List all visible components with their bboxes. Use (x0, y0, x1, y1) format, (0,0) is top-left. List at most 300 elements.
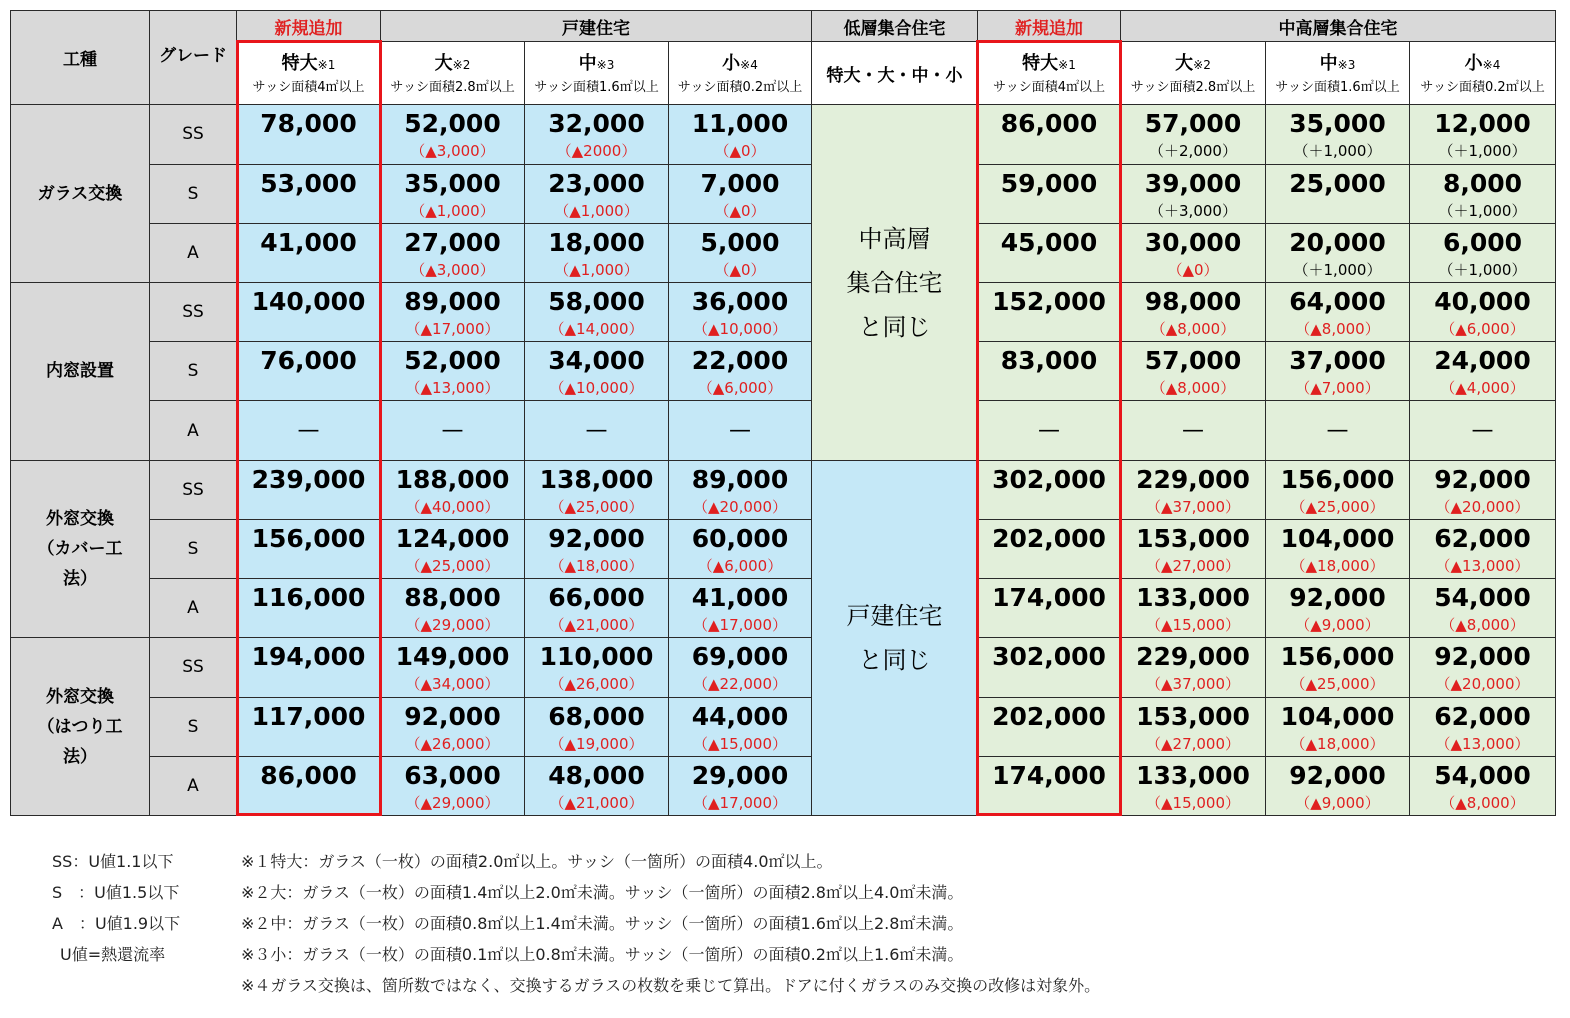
table-row (11, 460, 1556, 519)
amount-change: （▲8,000） (1295, 320, 1380, 338)
amount: 44,000 (691, 701, 789, 731)
amount-change: （＋1,000） (1438, 201, 1527, 220)
amount-change: （▲1,000） (554, 201, 639, 220)
amount-change: （▲0） (714, 142, 766, 161)
amount: 18,000 (548, 227, 645, 257)
midhigh-price-cell (1266, 638, 1410, 697)
amount: 156,000 (1280, 464, 1395, 494)
work-type-label (11, 460, 150, 638)
amount: 88,000 (404, 583, 501, 613)
amount: 302,000 (992, 642, 1106, 672)
amount-change: （▲7,000） (1295, 379, 1380, 398)
detached-price-cell (237, 342, 381, 401)
amount: 116,000 (251, 583, 366, 613)
amount: 153,000 (1136, 523, 1250, 553)
amount-change: （▲2000） (556, 142, 637, 161)
size-name-text: 大 (434, 53, 453, 75)
detached-price-cell (525, 756, 669, 815)
size-note-mark: ※1 (1058, 58, 1076, 73)
table-row (11, 401, 1556, 460)
detached-price-cell (525, 283, 669, 342)
table-row (11, 283, 1556, 342)
detached-price-cell: — (381, 401, 525, 460)
footnote-line: ※１特大：ガラス（一枚）の面積2.0㎡以上。サッシ（一箇所）の面積4.0㎡以上。 (241, 852, 833, 871)
new-addition-label-midhigh: 新規追加 (978, 11, 1121, 42)
size-name (237, 53, 380, 76)
work-type-label-line: 法） (63, 746, 97, 767)
amount: 152,000 (992, 287, 1106, 316)
amount-change: （▲17,000） (692, 616, 788, 635)
amount-change: （＋1,000） (1438, 260, 1527, 279)
detached-price-cell (669, 638, 812, 697)
amount: 138,000 (539, 464, 654, 494)
amount: 92,000 (1434, 464, 1531, 494)
detached-price-cell: — (525, 401, 669, 460)
size-note-mark: ※4 (1482, 58, 1501, 73)
midhigh-price-cell (1266, 519, 1410, 578)
amount: 117,000 (251, 701, 366, 731)
amount: 76,000 (260, 346, 357, 376)
midhigh-price-cell (1121, 697, 1266, 756)
midhigh-price-cell (978, 756, 1121, 815)
midhigh-price-cell (1121, 223, 1266, 282)
detached-price-cell (237, 105, 381, 164)
amount: 11,000 (691, 109, 789, 139)
amount: 34,000 (548, 346, 645, 376)
midhigh-size-header-0 (978, 42, 1121, 105)
midhigh-price-cell (1266, 342, 1410, 401)
table-row (11, 105, 1556, 164)
midhigh-price-cell (1121, 756, 1266, 815)
amount-change: （▲8,000） (1440, 616, 1525, 635)
amount-change: （▲6,000） (697, 379, 783, 398)
grade-cell: S (150, 342, 237, 401)
size-sash-area: サッシ面積1.6㎡以上 (1275, 80, 1400, 96)
amount: 20,000 (1289, 227, 1386, 257)
amount: 36,000 (691, 287, 789, 316)
amount: 83,000 (1000, 346, 1098, 376)
table-row (11, 223, 1556, 282)
detached-price-cell (669, 756, 812, 815)
detached-price-cell (381, 460, 525, 519)
amount: 60,000 (691, 523, 789, 553)
amount: 89,000 (404, 287, 501, 316)
amount: 29,000 (691, 760, 789, 790)
amount: 12,000 (1434, 109, 1531, 139)
amount-change: （▲10,000） (549, 379, 644, 398)
detached-price-cell (237, 638, 381, 697)
midhigh-price-cell (1410, 756, 1556, 815)
amount-change: （▲25,000） (549, 497, 644, 516)
table-row (11, 164, 1556, 223)
midhigh-price-cell (1266, 460, 1410, 519)
header-row-2 (11, 42, 1556, 105)
grade-cell: S (150, 519, 237, 578)
amount-change: （▲9,000） (1295, 616, 1380, 635)
table-row (11, 519, 1556, 578)
size-name (525, 53, 668, 76)
detached-price-cell (237, 223, 381, 282)
amount: 174,000 (992, 760, 1106, 790)
size-name (1121, 53, 1265, 76)
footnote-line: ※２大：ガラス（一枚）の面積1.4㎡以上2.0㎡未満。サッシ（一箇所）の面積2.8㎡以上4.0㎡未満。 (241, 883, 964, 902)
midhigh-price-cell (1121, 342, 1266, 401)
amount: 188,000 (395, 464, 510, 494)
subsidy-price-table (10, 10, 1556, 816)
amount: 6,000 (1442, 227, 1523, 257)
grade-cell: S (150, 164, 237, 223)
detached-price-cell (525, 519, 669, 578)
size-note-mark: ※2 (452, 58, 471, 73)
size-name (381, 53, 524, 76)
amount: 194,000 (251, 642, 366, 672)
work-type-label-line: （はつり工 (37, 716, 123, 737)
size-sash-area: サッシ面積2.8㎡以上 (1130, 80, 1256, 96)
midhigh-price-cell (1410, 519, 1556, 578)
amount-change: （▲29,000） (405, 616, 500, 635)
detached-size-header-3 (669, 42, 812, 105)
amount: 25,000 (1289, 168, 1386, 198)
amount-change: （▲27,000） (1145, 556, 1241, 575)
midhigh-price-cell (978, 283, 1121, 342)
amount: 156,000 (1280, 642, 1395, 672)
midhigh-price-cell: — (1266, 401, 1410, 460)
amount-change: （▲15,000） (1145, 616, 1241, 635)
detached-price-cell (381, 756, 525, 815)
midhigh-price-cell (1266, 105, 1410, 164)
amount: 53,000 (260, 168, 357, 198)
amount-change: （▲25,000） (1290, 675, 1385, 694)
work-type-label (11, 638, 150, 816)
midhigh-price-cell: — (978, 401, 1121, 460)
mid-high-rise-header: 中高層集合住宅 (1121, 11, 1556, 42)
midhigh-price-cell (978, 697, 1121, 756)
amount: 24,000 (1434, 346, 1531, 376)
amount: 68,000 (548, 701, 645, 731)
amount: 153,000 (1136, 701, 1250, 731)
legend-line: SS：U値1.1以下 (52, 852, 174, 871)
amount: 54,000 (1434, 583, 1531, 613)
amount: 66,000 (548, 583, 645, 613)
work-type-label-line: （カバー工 (37, 538, 123, 559)
midhigh-price-cell (1410, 342, 1556, 401)
midhigh-price-cell (1410, 223, 1556, 282)
amount: 110,000 (539, 642, 654, 672)
detached-price-cell (237, 697, 381, 756)
legend-line: S ：U値1.5以下 (52, 883, 180, 902)
detached-price-cell (237, 283, 381, 342)
amount-change: （＋2,000） (1149, 142, 1237, 161)
amount-change: （▲29,000） (405, 793, 500, 812)
size-sash-area: サッシ面積4㎡以上 (992, 80, 1105, 96)
work-type-label-line: 外窓交換 (46, 508, 114, 529)
detached-price-cell (237, 756, 381, 815)
detached-size-header-0 (237, 42, 381, 105)
detached-price-cell (237, 164, 381, 223)
amount-change: （▲6,000） (697, 556, 783, 575)
amount: 54,000 (1434, 760, 1531, 790)
amount-change: （▲13,000） (1435, 734, 1530, 753)
grade-cell: SS (150, 283, 237, 342)
low-rise-header: 低層集合住宅 (812, 11, 978, 42)
amount: 40,000 (1434, 287, 1531, 316)
amount-change: （▲37,000） (1145, 675, 1241, 694)
amount: 35,000 (1289, 109, 1386, 139)
detached-price-cell (525, 342, 669, 401)
merge-line: 集合住宅 (846, 268, 943, 297)
detached-price-cell (381, 283, 525, 342)
amount-change: （▲13,000） (405, 379, 500, 398)
amount-change: （▲4,000） (1440, 379, 1525, 398)
detached-price-cell (381, 342, 525, 401)
amount-change: （▲20,000） (1435, 675, 1530, 694)
detached-price-cell (669, 460, 812, 519)
footnote-line: ※２中：ガラス（一枚）の面積0.8㎡以上1.4㎡未満。サッシ（一箇所）の面積1.6㎡以上2.8㎡未満。 (241, 914, 964, 933)
amount: 48,000 (548, 760, 645, 790)
midhigh-price-cell (1410, 460, 1556, 519)
merge-line: 戸建住宅 (846, 601, 943, 630)
table-row (11, 756, 1556, 815)
amount: 22,000 (691, 346, 789, 376)
amount: 239,000 (251, 464, 366, 494)
amount-change: （＋3,000） (1149, 201, 1237, 220)
amount: 52,000 (404, 109, 501, 139)
amount-change: （▲8,000） (1150, 320, 1236, 338)
amount-change: （▲22,000） (692, 675, 788, 694)
amount-change: （＋1,000） (1293, 260, 1382, 279)
size-name-text: 小 (722, 53, 741, 75)
grade-cell: S (150, 697, 237, 756)
size-name-text: 大 (1175, 53, 1194, 75)
midhigh-price-cell (1266, 697, 1410, 756)
amount-change: （▲0） (714, 201, 766, 220)
table-row (11, 638, 1556, 697)
midhigh-price-cell (1266, 164, 1410, 223)
amount-change: （▲20,000） (692, 497, 788, 516)
midhigh-price-cell (1266, 223, 1410, 282)
midhigh-price-cell (978, 105, 1121, 164)
amount: 133,000 (1136, 583, 1250, 613)
work-type-label-line: ガラス交換 (37, 183, 123, 204)
amount: 23,000 (548, 168, 645, 198)
midhigh-price-cell (1410, 105, 1556, 164)
amount: 69,000 (691, 642, 789, 672)
detached-housing-header: 戸建住宅 (381, 11, 812, 42)
work-type-label-line: 法） (63, 568, 97, 589)
grade-cell: A (150, 401, 237, 460)
merge-line: と同じ (858, 312, 931, 341)
amount-change: （▲37,000） (1145, 497, 1241, 516)
size-name-text: 特大 (281, 53, 318, 75)
midhigh-price-cell (1121, 460, 1266, 519)
size-note-mark: ※3 (596, 58, 615, 73)
amount: 229,000 (1136, 464, 1250, 494)
size-note-mark: ※4 (740, 58, 758, 73)
midhigh-price-cell (1410, 164, 1556, 223)
size-sash-area: サッシ面積2.8㎡以上 (390, 80, 515, 96)
detached-price-cell (381, 223, 525, 282)
amount-change: （▲21,000） (549, 793, 644, 812)
midhigh-price-cell (1121, 579, 1266, 638)
size-sash-area: サッシ面積4㎡以上 (252, 80, 365, 96)
detached-price-cell (381, 638, 525, 697)
low-rise-sizes-header: 特大・大・中・小 (812, 42, 978, 105)
size-note-mark: ※1 (317, 58, 336, 73)
detached-size-header-1 (381, 42, 525, 105)
header-row-1 (11, 11, 1556, 42)
amount: 174,000 (992, 583, 1106, 613)
grade-cell: A (150, 223, 237, 282)
detached-price-cell (381, 105, 525, 164)
amount: 39,000 (1144, 168, 1242, 198)
detached-price-cell (381, 697, 525, 756)
footnote-line: ※３小：ガラス（一枚）の面積0.1㎡以上0.8㎡未満。サッシ（一箇所）の面積0.2㎡以上1.6㎡未満。 (241, 945, 964, 964)
detached-price-cell (525, 460, 669, 519)
amount-change: （▲18,000） (1290, 556, 1385, 575)
merge-line: 中高層 (858, 224, 931, 253)
midhigh-price-cell (978, 342, 1121, 401)
amount: 89,000 (691, 464, 789, 494)
size-sash-area: サッシ面積0.2㎡以上 (677, 80, 803, 96)
amount: 52,000 (404, 346, 501, 376)
amount: 140,000 (251, 287, 366, 316)
detached-size-header-2 (525, 42, 669, 105)
amount: 57,000 (1144, 346, 1242, 376)
work-type-label (11, 283, 150, 461)
detached-price-cell (525, 223, 669, 282)
detached-price-cell (381, 579, 525, 638)
amount: 104,000 (1280, 701, 1395, 731)
amount: 92,000 (1434, 642, 1531, 672)
amount: 124,000 (395, 523, 510, 553)
amount: 57,000 (1144, 109, 1242, 139)
detached-price-cell (381, 519, 525, 578)
amount: 229,000 (1136, 642, 1250, 672)
amount: 156,000 (251, 523, 366, 553)
size-name-text: 中 (578, 53, 597, 75)
amount: 104,000 (1280, 523, 1395, 553)
size-name (669, 53, 811, 76)
midhigh-price-cell (1266, 579, 1410, 638)
amount: 86,000 (260, 760, 357, 790)
subsidy-table-wrapper (10, 10, 1555, 816)
amount: 30,000 (1144, 227, 1242, 257)
detached-price-cell (669, 697, 812, 756)
midhigh-price-cell (978, 638, 1121, 697)
amount: 202,000 (992, 523, 1106, 553)
midhigh-price-cell: — (1410, 401, 1556, 460)
amount-change: （＋1,000） (1438, 142, 1527, 161)
size-note-mark: ※3 (1337, 58, 1356, 73)
midhigh-price-cell (1121, 519, 1266, 578)
midhigh-price-cell (978, 460, 1121, 519)
amount: 302,000 (992, 464, 1106, 494)
amount-change: （▲8,000） (1440, 793, 1525, 812)
low-rise-same-as-midhigh (812, 105, 978, 460)
grade-cell: SS (150, 105, 237, 164)
new-addition-label-detached: 新規追加 (237, 11, 381, 42)
amount-change: （▲3,000） (410, 142, 495, 161)
work-type-header: 工種 (11, 11, 150, 105)
midhigh-price-cell (1121, 105, 1266, 164)
size-name-text: 小 (1464, 53, 1483, 75)
work-type-label-line: 内窓設置 (46, 361, 114, 382)
size-sash-area: サッシ面積1.6㎡以上 (534, 80, 659, 96)
amount-change: （＋1,000） (1293, 142, 1382, 161)
detached-price-cell (525, 579, 669, 638)
amount-change: （▲1,000） (554, 260, 639, 279)
size-sash-area: サッシ面積0.2㎡以上 (1420, 80, 1545, 96)
amount-change: （▲3,000） (410, 260, 495, 279)
table-row (11, 579, 1556, 638)
amount: 5,000 (700, 227, 780, 257)
detached-price-cell (525, 638, 669, 697)
midhigh-size-header-3 (1410, 42, 1556, 105)
legend-line: A ：U値1.9以下 (52, 914, 181, 933)
amount-change: （▲40,000） (405, 497, 500, 516)
grade-cell: A (150, 579, 237, 638)
detached-price-cell (669, 105, 812, 164)
size-name (1266, 53, 1409, 76)
detached-price-cell (381, 164, 525, 223)
low-rise-same-as-detached (812, 460, 978, 815)
amount-change: （▲9,000） (1295, 793, 1380, 812)
amount: 37,000 (1289, 346, 1386, 376)
merge-line: と同じ (858, 645, 931, 674)
detached-price-cell (669, 164, 812, 223)
amount-change: （▲19,000） (549, 734, 644, 753)
grade-cell: SS (150, 460, 237, 519)
amount-change: （▲17,000） (692, 793, 788, 812)
work-type-label (11, 105, 150, 283)
detached-price-cell (669, 519, 812, 578)
amount: 202,000 (992, 701, 1106, 731)
amount-change: （▲0） (1167, 260, 1219, 279)
amount: 27,000 (404, 227, 501, 257)
amount: 133,000 (1136, 760, 1250, 790)
grade-header: グレード (150, 11, 237, 105)
amount: 41,000 (691, 583, 789, 613)
grade-cell: SS (150, 638, 237, 697)
amount-change: （▲13,000） (1435, 556, 1530, 575)
amount: 78,000 (260, 109, 357, 139)
amount-change: （▲10,000） (692, 320, 788, 338)
detached-price-cell (237, 579, 381, 638)
midhigh-price-cell (1410, 638, 1556, 697)
amount: 98,000 (1144, 287, 1242, 316)
midhigh-price-cell (1410, 579, 1556, 638)
midhigh-price-cell (1266, 283, 1410, 342)
midhigh-price-cell (1266, 756, 1410, 815)
amount-change: （▲21,000） (549, 616, 644, 635)
detached-price-cell (237, 460, 381, 519)
detached-price-cell (669, 342, 812, 401)
amount-change: （▲26,000） (549, 675, 644, 694)
amount: 92,000 (404, 701, 501, 731)
amount: 8,000 (1442, 168, 1523, 198)
footnote-line: ※４ガラス交換は、箇所数ではなく、交換するガラスの枚数を乗じて算出。ドアに付くガラスのみ交換の改修は対象外。 (241, 976, 1101, 995)
amount-change: （▲6,000） (1440, 320, 1525, 338)
detached-price-cell (525, 697, 669, 756)
size-name (1410, 53, 1555, 76)
amount: 32,000 (548, 109, 645, 139)
midhigh-price-cell (1121, 164, 1266, 223)
amount: 59,000 (1000, 168, 1098, 198)
amount-change: （▲27,000） (1145, 734, 1241, 753)
midhigh-price-cell: — (1121, 401, 1266, 460)
grade-cell: A (150, 756, 237, 815)
amount-change: （▲34,000） (405, 675, 500, 694)
